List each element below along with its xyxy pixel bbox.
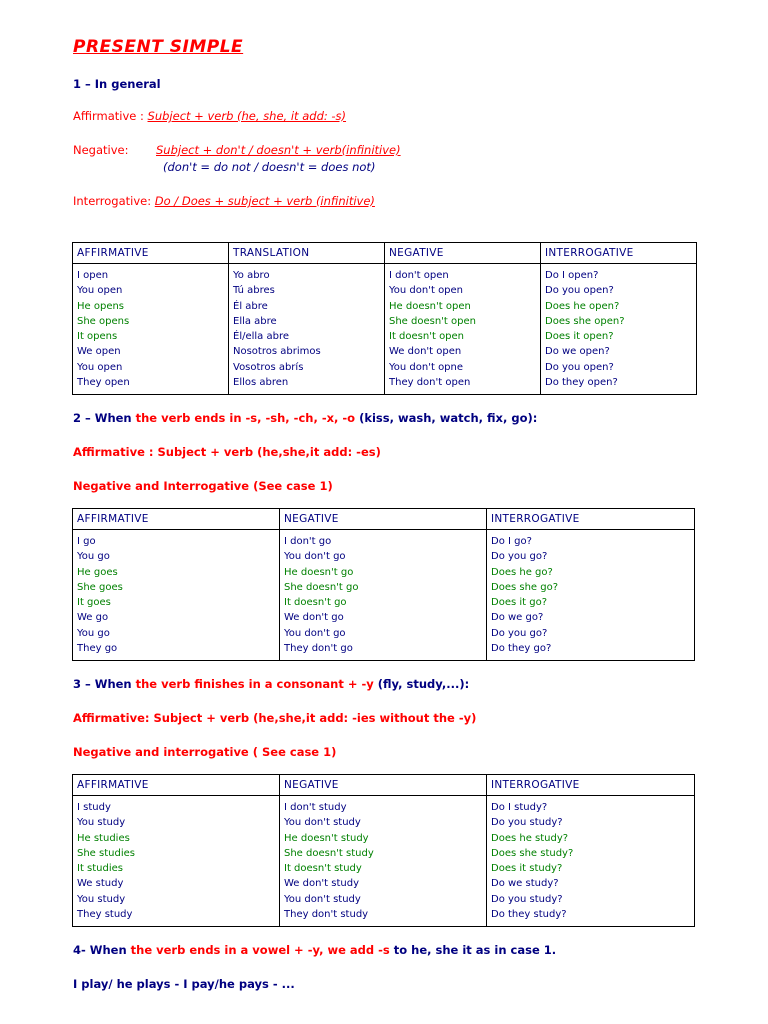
- s1-affirmative-line: [73, 109, 346, 123]
- section-4-heading: [73, 943, 556, 957]
- page-title: PRESENT SIMPLE: [73, 37, 244, 57]
- interrogative-column: [487, 796, 695, 927]
- affirmative-column: [73, 530, 280, 661]
- header-affirmative: AFFIRMATIVE: [73, 243, 229, 264]
- s1-affirmative-label: Affirmative :: [73, 109, 148, 123]
- cell: I don't study: [284, 802, 347, 813]
- negative-column: [280, 530, 487, 661]
- cell: Does she open?: [545, 315, 625, 327]
- cell: Does he study?: [491, 832, 569, 844]
- cell: Vosotros abrís: [233, 361, 304, 373]
- s3-heading-examples: (fly, study,...):: [373, 677, 470, 691]
- cell: You don't opne: [389, 361, 464, 373]
- cell: I open: [77, 270, 109, 281]
- cell: It studies: [77, 863, 124, 875]
- cell: Does she study?: [491, 847, 574, 859]
- cell: She doesn't open: [389, 315, 476, 327]
- header-negative: NEGATIVE: [280, 509, 487, 530]
- s4-heading-suffix: to he, she it as in case 1.: [389, 943, 557, 957]
- cell: It opens: [77, 331, 118, 343]
- s2-affirmative: Affirmative : Subject + verb (he,she,it add: -es): [73, 445, 381, 459]
- cell: You open: [77, 361, 123, 373]
- cell: He doesn't go: [284, 566, 354, 578]
- cell: We don't open: [389, 346, 462, 358]
- table-row: [73, 796, 695, 927]
- cell: Does he go?: [491, 566, 553, 578]
- cell: You don't go: [284, 551, 346, 563]
- cell: He opens: [77, 300, 125, 312]
- section-1-heading: 1 – In general: [73, 77, 161, 91]
- cell: Do I study?: [491, 802, 548, 813]
- cell: They study: [77, 909, 133, 921]
- cell: It goes: [77, 597, 111, 609]
- cell: They don't study: [284, 909, 369, 921]
- header-affirmative: AFFIRMATIVE: [73, 775, 280, 796]
- cell: They open: [77, 377, 130, 389]
- s3-negative-interrogative: Negative and interrogative ( See case 1): [73, 745, 337, 759]
- s4-example: I play/ he plays - I pay/he pays - ...: [73, 977, 295, 991]
- cell: Do I open?: [545, 270, 599, 281]
- cell: It doesn't study: [284, 863, 362, 875]
- cell: It doesn't open: [389, 331, 465, 343]
- cell: You don't open: [389, 285, 464, 297]
- cell: Do you go?: [491, 627, 548, 639]
- table-header-row: [73, 509, 695, 530]
- cell: Does she go?: [491, 581, 559, 593]
- cell: Tú abres: [233, 285, 275, 297]
- cell: Do we open?: [545, 346, 610, 358]
- s3-heading-prefix: 3 – When: [73, 677, 136, 691]
- cell: Does it study?: [491, 863, 563, 875]
- header-interrogative: INTERROGATIVE: [487, 775, 695, 796]
- cell: It doesn't go: [284, 597, 347, 609]
- cell: Ellos abren: [233, 377, 289, 389]
- cell: We don't study: [284, 878, 360, 890]
- s4-heading-rule: the verb ends in a vowel + -y, we add -s: [130, 943, 390, 957]
- cell: Do you open?: [545, 285, 614, 297]
- cell: Do we go?: [491, 612, 544, 624]
- cell: Él/ella abre: [233, 331, 290, 343]
- cell: Do I go?: [491, 536, 532, 547]
- cell: You study: [77, 893, 126, 905]
- negative-column: [280, 796, 487, 927]
- header-negative: NEGATIVE: [385, 243, 541, 264]
- table-header-row: [73, 243, 697, 264]
- header-interrogative: INTERROGATIVE: [487, 509, 695, 530]
- cell: He doesn't study: [284, 832, 369, 844]
- cell: You don't study: [284, 893, 361, 905]
- interrogative-column: [541, 264, 697, 395]
- table-header-row: [73, 775, 695, 796]
- s1-affirmative-rule: Subject + verb (he, she, it add: -s): [147, 109, 347, 123]
- cell: You go: [77, 627, 110, 639]
- cell: Nosotros abrimos: [233, 346, 321, 358]
- cell: Do they go?: [491, 643, 552, 655]
- cell: You study: [77, 817, 126, 829]
- cell: Ella abre: [233, 315, 277, 327]
- cell: She studies: [77, 847, 135, 859]
- s2-heading-prefix: 2 – When: [73, 411, 136, 425]
- cell: She goes: [77, 581, 123, 593]
- cell: You don't go: [284, 627, 346, 639]
- affirmative-column: [73, 264, 229, 395]
- header-interrogative: INTERROGATIVE: [541, 243, 697, 264]
- s2-heading-rule: the verb ends in -s, -sh, -ch, -x, -o: [135, 411, 356, 425]
- cell: I study: [77, 802, 111, 813]
- table-row: [73, 264, 697, 395]
- cell: They go: [77, 643, 118, 655]
- cell: I go: [77, 536, 96, 547]
- translation-column: [229, 264, 385, 395]
- s1-negative-rule: Subject + don't / doesn't + verb(infinitive): [156, 143, 401, 157]
- header-affirmative: AFFIRMATIVE: [73, 509, 280, 530]
- s1-interrogative-line: [73, 194, 375, 208]
- cell: Do you go?: [491, 551, 548, 563]
- s1-negative-label: Negative:: [73, 143, 129, 157]
- cell: She doesn't study: [284, 847, 374, 859]
- cell: Do you study?: [491, 817, 563, 829]
- section-2-heading: [73, 411, 537, 425]
- cell: They don't open: [389, 377, 471, 389]
- section-3-heading: [73, 677, 469, 691]
- s3-affirmative: Affirmative: Subject + verb (he,she,it add: -ies without the -y): [73, 711, 477, 725]
- cell: Yo abro: [233, 270, 270, 281]
- cell: We study: [77, 878, 124, 890]
- interrogative-column: [487, 530, 695, 661]
- s1-interrogative-rule: Do / Does + subject + verb (infinitive): [154, 194, 375, 208]
- cell: He goes: [77, 566, 118, 578]
- cell: Do they open?: [545, 377, 618, 389]
- cell: Does it open?: [545, 331, 614, 343]
- s3-heading-rule: the verb finishes in a consonant + -y: [135, 677, 374, 691]
- negative-column: [385, 264, 541, 395]
- cell: I don't open: [389, 270, 449, 281]
- s4-heading-prefix: 4- When: [73, 943, 131, 957]
- cell: He studies: [77, 832, 130, 844]
- header-negative: NEGATIVE: [280, 775, 487, 796]
- cell: She opens: [77, 315, 130, 327]
- cell: We open: [77, 346, 121, 358]
- cell: Does he open?: [545, 300, 620, 312]
- s1-negative-note: (don't = do not / doesn't = does not): [163, 160, 376, 174]
- table-in-general: [72, 242, 697, 395]
- cell: I don't go: [284, 536, 332, 547]
- cell: She doesn't go: [284, 581, 359, 593]
- s2-negative-interrogative: Negative and Interrogative (See case 1): [73, 479, 333, 493]
- cell: Do they study?: [491, 909, 567, 921]
- table-consonant-y: [72, 774, 695, 927]
- table-ends-in-s: [72, 508, 695, 661]
- s1-interrogative-label: Interrogative:: [73, 194, 155, 208]
- cell: Do you open?: [545, 361, 614, 373]
- cell: You don't study: [284, 817, 361, 829]
- cell: We don't go: [284, 612, 344, 624]
- cell: They don't go: [284, 643, 353, 655]
- cell: You open: [77, 285, 123, 297]
- cell: He doesn't open: [389, 300, 471, 312]
- header-translation: TRANSLATION: [229, 243, 385, 264]
- cell: You go: [77, 551, 110, 563]
- cell: Do you study?: [491, 893, 563, 905]
- s2-heading-examples: (kiss, wash, watch, fix, go):: [355, 411, 538, 425]
- cell: Él abre: [233, 300, 268, 312]
- cell: We go: [77, 612, 109, 624]
- cell: Do we study?: [491, 878, 559, 890]
- table-row: [73, 530, 695, 661]
- affirmative-column: [73, 796, 280, 927]
- cell: Does it go?: [491, 597, 548, 609]
